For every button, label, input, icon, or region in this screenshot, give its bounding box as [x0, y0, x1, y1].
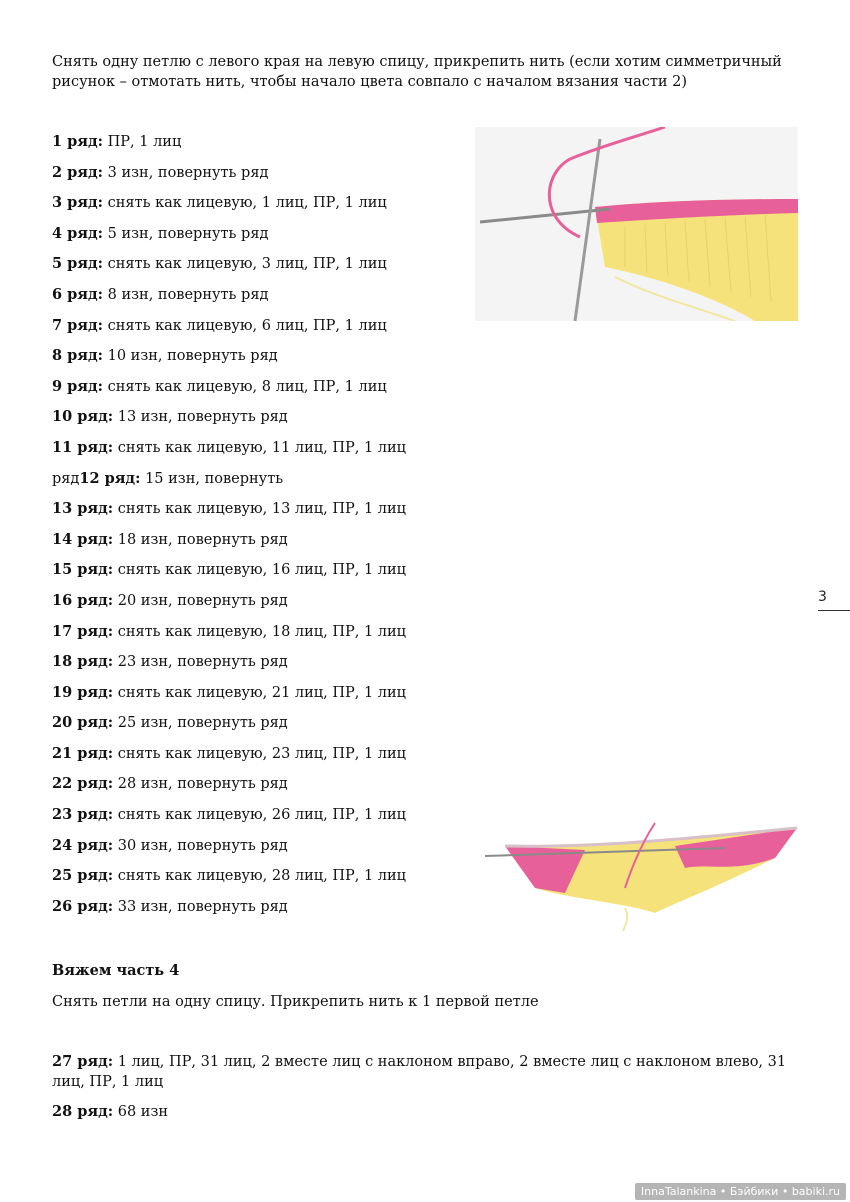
row-prefix: ряд — [52, 470, 80, 487]
row-label: 4 ряд: — [52, 224, 104, 242]
row-text: 28 изн, повернуть ряд — [113, 776, 288, 793]
row-item — [52, 499, 472, 530]
row-item — [52, 866, 472, 897]
row-text: снять как лицевую, 26 лиц, ПР, 1 лиц — [113, 807, 407, 824]
row-label: 9 ряд: — [52, 377, 104, 395]
row-label: 14 ряд: — [52, 530, 114, 548]
row-item — [52, 407, 472, 438]
intro-paragraph: Снять одну петлю с левого края на левую спицу, прикрепить нить (если хотим симметричный рисунок – отмотать нить, чтобы начало цвета совпало с началом вязания части 2) — [52, 54, 782, 90]
row-label: 19 ряд: — [52, 683, 114, 701]
row-text: 15 изн, повернуть — [140, 470, 284, 487]
row-item — [52, 622, 472, 653]
row-item — [52, 744, 472, 775]
row-label: 18 ряд: — [52, 653, 114, 671]
page-number-rule — [818, 610, 850, 611]
row-label: 22 ряд: — [52, 775, 114, 793]
row-item — [52, 774, 472, 805]
row-item — [52, 713, 472, 744]
row-label: 13 ряд: — [52, 500, 114, 518]
row-text: снять как лицевую, 8 лиц, ПР, 1 лиц — [103, 378, 387, 395]
row-item — [52, 132, 472, 163]
section-text: Снять петли на одну спицу. Прикрепить нить к 1 первой петле — [52, 994, 539, 1010]
row-label: 23 ряд: — [52, 806, 114, 824]
row-label: 8 ряд: — [52, 347, 104, 365]
row-label: 20 ряд: — [52, 714, 114, 732]
row-item — [52, 805, 472, 836]
row-label: 25 ряд: — [52, 867, 114, 885]
knitting-photo-2 — [475, 818, 798, 931]
row-text: 8 изн, повернуть ряд — [103, 286, 269, 303]
row-item — [52, 377, 472, 408]
row-text: 3 изн, повернуть ряд — [103, 164, 269, 181]
row-28 — [52, 1102, 168, 1122]
row-label: 27 ряд: — [52, 1053, 114, 1070]
row-text: снять как лицевую, 13 лиц, ПР, 1 лиц — [113, 501, 407, 518]
row-label: 5 ряд: — [52, 255, 104, 273]
row-item — [52, 836, 472, 867]
page-number: 3 — [818, 589, 827, 605]
row-text: снять как лицевую, 18 лиц, ПР, 1 лиц — [113, 623, 407, 640]
row-label: 3 ряд: — [52, 194, 104, 212]
row-text: снять как лицевую, 21 лиц, ПР, 1 лиц — [113, 684, 407, 701]
row-item — [52, 560, 472, 591]
row-item — [52, 254, 472, 285]
row-text: 20 изн, повернуть ряд — [113, 592, 288, 609]
row-label: 17 ряд: — [52, 622, 114, 640]
section-heading: Вяжем часть 4 — [52, 962, 180, 979]
row-label: 7 ряд: — [52, 316, 104, 334]
row-label: 24 ряд: — [52, 836, 114, 854]
row-text: 30 изн, повернуть ряд — [113, 837, 288, 854]
row-text: ПР, 1 лиц — [103, 134, 182, 150]
row-text: 25 изн, повернуть ряд — [113, 715, 288, 732]
row-label: 16 ряд: — [52, 591, 114, 609]
row-text: снять как лицевую, 1 лиц, ПР, 1 лиц — [103, 195, 387, 212]
row-label: 2 ряд: — [52, 163, 104, 181]
row-item — [52, 683, 472, 714]
row-label: 6 ряд: — [52, 285, 104, 303]
row-text: снять как лицевую, 11 лиц, ПР, 1 лиц — [113, 439, 407, 456]
row-text: 18 изн, повернуть ряд — [113, 531, 288, 548]
row-label: 11 ряд: — [52, 438, 114, 456]
row-text: 23 изн, повернуть ряд — [113, 654, 288, 671]
row-label: 1 ряд: — [52, 133, 104, 150]
row-text: снять как лицевую, 16 лиц, ПР, 1 лиц — [113, 562, 407, 579]
row-text: снять как лицевую, 23 лиц, ПР, 1 лиц — [113, 745, 407, 762]
row-label: 26 ряд: — [52, 897, 114, 915]
row-item — [52, 591, 472, 622]
row-item — [52, 438, 472, 469]
row-text: 5 изн, повернуть ряд — [103, 225, 269, 242]
row-label: 12 ряд: — [79, 469, 141, 487]
row-item — [52, 193, 472, 224]
row-item — [52, 163, 472, 194]
row-item — [52, 316, 472, 347]
row-label: 10 ряд: — [52, 408, 114, 426]
row-text: 1 лиц, ПР, 31 лиц, 2 вместе лиц с наклоном вправо, 2 вместе лиц с наклоном влево, 31 лиц, ПР, 1 лиц — [52, 1054, 787, 1090]
watermark: InnaTalankina • Бэйбики • babiki.ru — [635, 1183, 846, 1200]
row-item — [52, 469, 472, 500]
row-text: снять как лицевую, 6 лиц, ПР, 1 лиц — [103, 317, 387, 334]
row-text: 33 изн, повернуть ряд — [113, 898, 288, 915]
row-label: 15 ряд: — [52, 561, 114, 579]
row-label: 21 ряд: — [52, 744, 114, 762]
row-list — [52, 132, 472, 927]
row-text: 13 изн, повернуть ряд — [113, 409, 288, 426]
row-text: 10 изн, повернуть ряд — [103, 348, 278, 365]
row-text: снять как лицевую, 3 лиц, ПР, 1 лиц — [103, 256, 387, 273]
row-text: снять как лицевую, 28 лиц, ПР, 1 лиц — [113, 868, 407, 885]
row-item — [52, 346, 472, 377]
row-27 — [52, 1052, 792, 1092]
row-item — [52, 530, 472, 561]
row-item — [52, 897, 472, 928]
knitting-photo-1 — [475, 127, 798, 321]
row-label: 28 ряд: — [52, 1103, 114, 1120]
row-item — [52, 652, 472, 683]
row-item — [52, 224, 472, 255]
row-item — [52, 285, 472, 316]
row-text: 68 изн — [113, 1104, 169, 1120]
